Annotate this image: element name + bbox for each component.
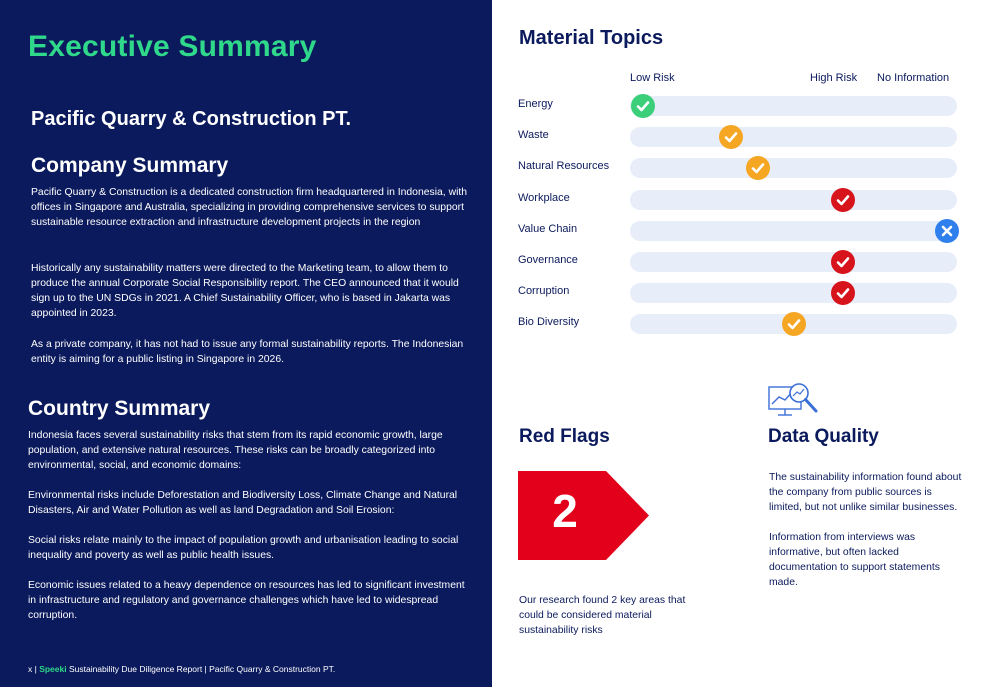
topic-row: [492, 94, 983, 118]
x-icon: [935, 219, 959, 243]
risk-scale-track: [630, 127, 957, 147]
risk-scale-track: [630, 221, 957, 241]
risk-scale-track: [630, 190, 957, 210]
country-paragraph-4: Economic issues related to a heavy dependence on resources has led to significant investment in infrastructure and regulatory and governance challenges which have led to widespread corruption.: [28, 580, 465, 621]
topic-row: [492, 156, 983, 180]
data-quality-paragraph-1: The sustainability information found about the company from public sources is limited, but not unlike similar businesses.: [769, 472, 962, 513]
topic-label: Corruption: [518, 285, 570, 298]
data-quality-title: Data Quality: [768, 426, 879, 447]
check-icon: [782, 312, 806, 336]
risk-marker-high: [831, 281, 855, 305]
topic-label: Workplace: [518, 191, 570, 204]
risk-scale-track: [630, 252, 957, 272]
check-icon: [831, 281, 855, 305]
topic-row: [492, 250, 983, 274]
company-summary-heading: Company Summary: [31, 154, 229, 177]
risk-marker-low: [631, 94, 655, 118]
country-paragraph-1: Indonesia faces several sustainability risks that stem from its rapid economic growth, large population, and extensive natural resources. These risks can be broadly categorized into environmental, social, and economic domains:: [28, 430, 443, 471]
company-paragraph-1: Pacific Quarry & Construction is a dedicated construction firm headquartered in Indonesia, with offices in Singapore and Australia, specializing in providing comprehensive services to support sustainable resource extraction and infrastructure development projects in the region: [31, 187, 468, 228]
topic-label: Waste: [518, 129, 549, 142]
topic-row: [492, 188, 983, 212]
topic-row: [492, 219, 983, 243]
country-paragraph-3: Social risks relate mainly to the impact of population growth and urbanisation leading to social inequality and poverty as well as public health issues.: [28, 535, 459, 561]
topic-label: Governance: [518, 254, 578, 266]
risk-marker-medium: [719, 125, 743, 149]
analytics-magnifier-icon: [768, 381, 820, 419]
risk-marker-none: [935, 219, 959, 243]
check-icon: [831, 188, 855, 212]
footer-text: Sustainability Due Diligence Report | Pacific Quarry & Construction PT.: [66, 664, 336, 674]
risk-scale-track: [630, 96, 957, 116]
country-summary-heading: Country Summary: [28, 397, 211, 420]
risk-marker-medium: [746, 156, 770, 180]
company-paragraph-2: Historically any sustainability matters were directed to the Marketing team, to allow them to produce the annual Corporate Social Responsibility report. The CEO announced that it would sign up to the UN SDGs in 2021. A Chief Sustainability Officer, who is based in Jakarta was appointed in 2023.: [31, 263, 459, 319]
data-quality-description: [769, 470, 964, 590]
check-icon: [719, 125, 743, 149]
topic-label: Bio Diversity: [518, 316, 580, 329]
red-flags-description: Our research found 2 key areas that could be considered material sustainability risks: [519, 595, 686, 636]
risk-scale-track: [630, 158, 957, 178]
data-quality-paragraph-2: Information from interviews was informative, but often lacked documentation to support statements made.: [769, 532, 940, 588]
topic-label: Value Chain: [518, 222, 578, 235]
topic-row: [492, 312, 983, 336]
topic-row: [492, 125, 983, 149]
legend-no-information: No Information: [877, 72, 950, 84]
risk-marker-high: [831, 188, 855, 212]
check-icon: [831, 250, 855, 274]
legend-low-risk: Low Risk: [630, 72, 675, 84]
red-flags-count: 2: [552, 485, 578, 537]
country-paragraph-2: Environmental risks include Deforestation and Biodiversity Loss, Climate Change and Natural Disasters, Air and Water Pollution as well as land Degradation and Soil Erosion:: [28, 490, 458, 516]
legend-high-risk: High Risk: [810, 72, 858, 84]
company-paragraph-3: As a private company, it has not had to issue any formal sustainability reports. The Indonesian entity is aiming for a public listing in Singapore in 2026.: [31, 339, 464, 365]
topic-label: Energy: [518, 98, 553, 110]
footer-brand: Speeki: [39, 664, 67, 674]
check-icon: [631, 94, 655, 118]
topic-label: Natural Resources: [518, 160, 610, 173]
page-footer: [28, 664, 335, 674]
footer-page-number: x |: [28, 664, 40, 674]
topic-row: [492, 281, 983, 305]
material-topics-title: Material Topics: [519, 27, 664, 49]
executive-summary-title: Executive Summary: [28, 30, 317, 63]
risk-scale-track: [630, 283, 957, 303]
company-name: Pacific Quarry & Construction PT.: [31, 108, 352, 130]
red-flags-title: Red Flags: [519, 426, 610, 447]
risk-marker-medium: [782, 312, 806, 336]
risk-marker-high: [831, 250, 855, 274]
check-icon: [746, 156, 770, 180]
risk-overview-panel: [492, 0, 983, 687]
